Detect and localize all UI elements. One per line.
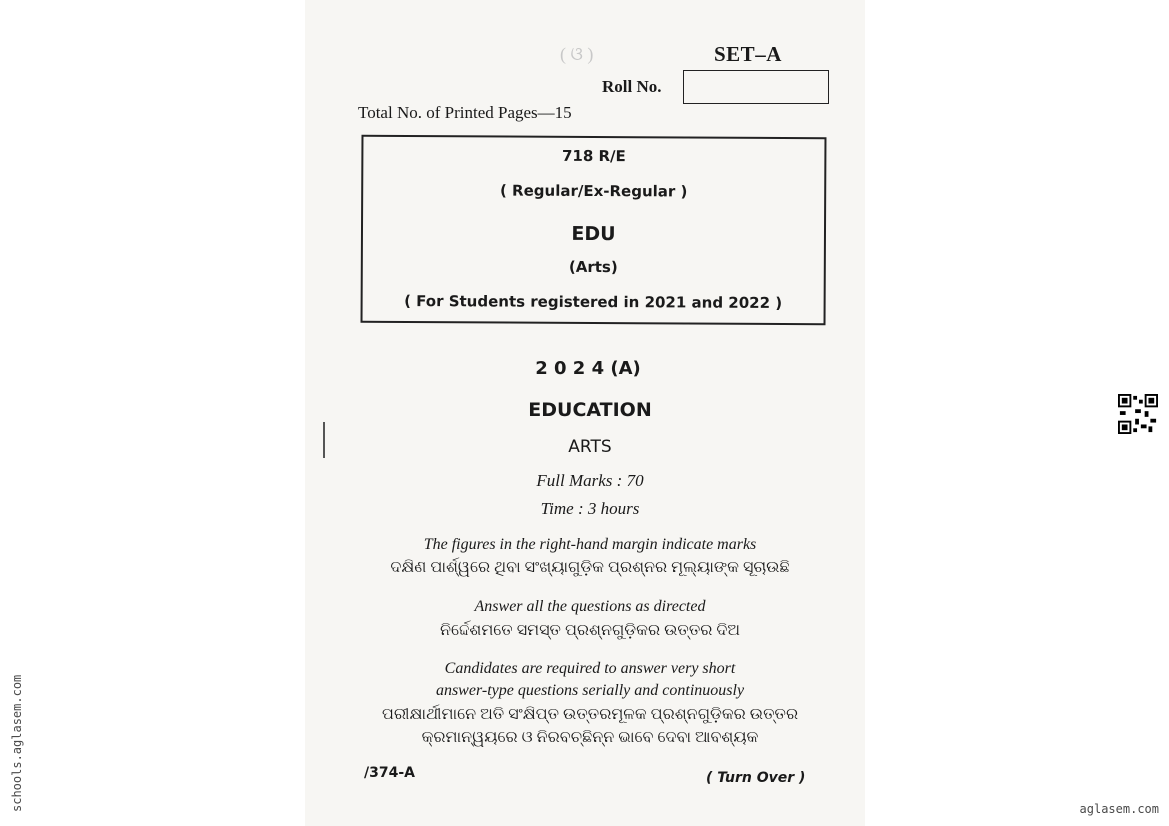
right-watermark: aglasem.com (1079, 802, 1159, 816)
paper-code-box (361, 135, 827, 325)
instruction-serial-en-2: answer-type questions serially and continuously (435, 682, 745, 699)
stream-title: ARTS (568, 437, 612, 457)
bleed-through-mark: ( ଓ ) (560, 44, 594, 64)
instruction-answer-all-en: Answer all the questions as directed (474, 598, 706, 615)
instruction-serial-or-1: ପରୀକ୍ଷାର୍ଥୀମାନେ ଅତି ସଂକ୍ଷିପ୍ତ ଉତ୍ତରମୂଳକ ପ୍ରଶ୍ନଗୁଡ଼ିକର ଉତ୍ତର (381, 706, 799, 723)
turn-over-label: ( Turn Over ) (706, 770, 806, 786)
total-pages: Total No. of Printed Pages—15 (358, 103, 572, 122)
subject-title: EDUCATION (528, 399, 652, 421)
roll-number-label: Roll No. (602, 77, 662, 96)
instruction-marks-or: ଦକ୍ଷିଣ ପାର୍ଶ୍ୱରେ ଥିବା ସଂଖ୍ୟାଗୁଡ଼ିକ ପ୍ରଶ୍ନର ମୂଲ୍ୟାଙ୍କ ସୂଚାଉଛି (390, 559, 790, 576)
left-watermark: schools.aglasem.com (10, 674, 24, 812)
registration-note: ( For Students registered in 2021 and 2022 ) (404, 292, 783, 312)
margin-mark (323, 422, 325, 458)
instruction-serial-en-1: Candidates are required to answer very short (444, 660, 736, 677)
stream-label: (Arts) (568, 257, 618, 277)
subject-code: EDU (571, 222, 616, 246)
paper-code: 718 R/E (561, 146, 626, 166)
footer-code: /374-A (364, 765, 415, 781)
qr-code-icon (1118, 394, 1158, 434)
time-allowed: Time : 3 hours (540, 499, 640, 518)
roll-number-box[interactable] (683, 70, 829, 104)
set-label: SET–A (714, 42, 782, 66)
instruction-serial-or-2: କ୍ରମାନ୍ୱୟରେ ଓ ନିରବଚ୍ଛିନ୍ନ ଭାବେ ଦେବା ଆବଶ୍ୟକ (421, 729, 759, 746)
full-marks: Full Marks : 70 (536, 471, 644, 490)
exam-type: ( Regular/Ex-Regular ) (499, 181, 688, 201)
instruction-marks-en: The figures in the right-hand margin indicate marks (423, 536, 757, 553)
instruction-answer-all-or: ନିର୍ଦ୍ଦେଶମତେ ସମସ୍ତ ପ୍ରଶ୍ନଗୁଡ଼ିକର ଉତ୍ତର ଦିଅ (440, 622, 740, 639)
exam-year: 2 0 2 4 (A) (535, 358, 641, 379)
